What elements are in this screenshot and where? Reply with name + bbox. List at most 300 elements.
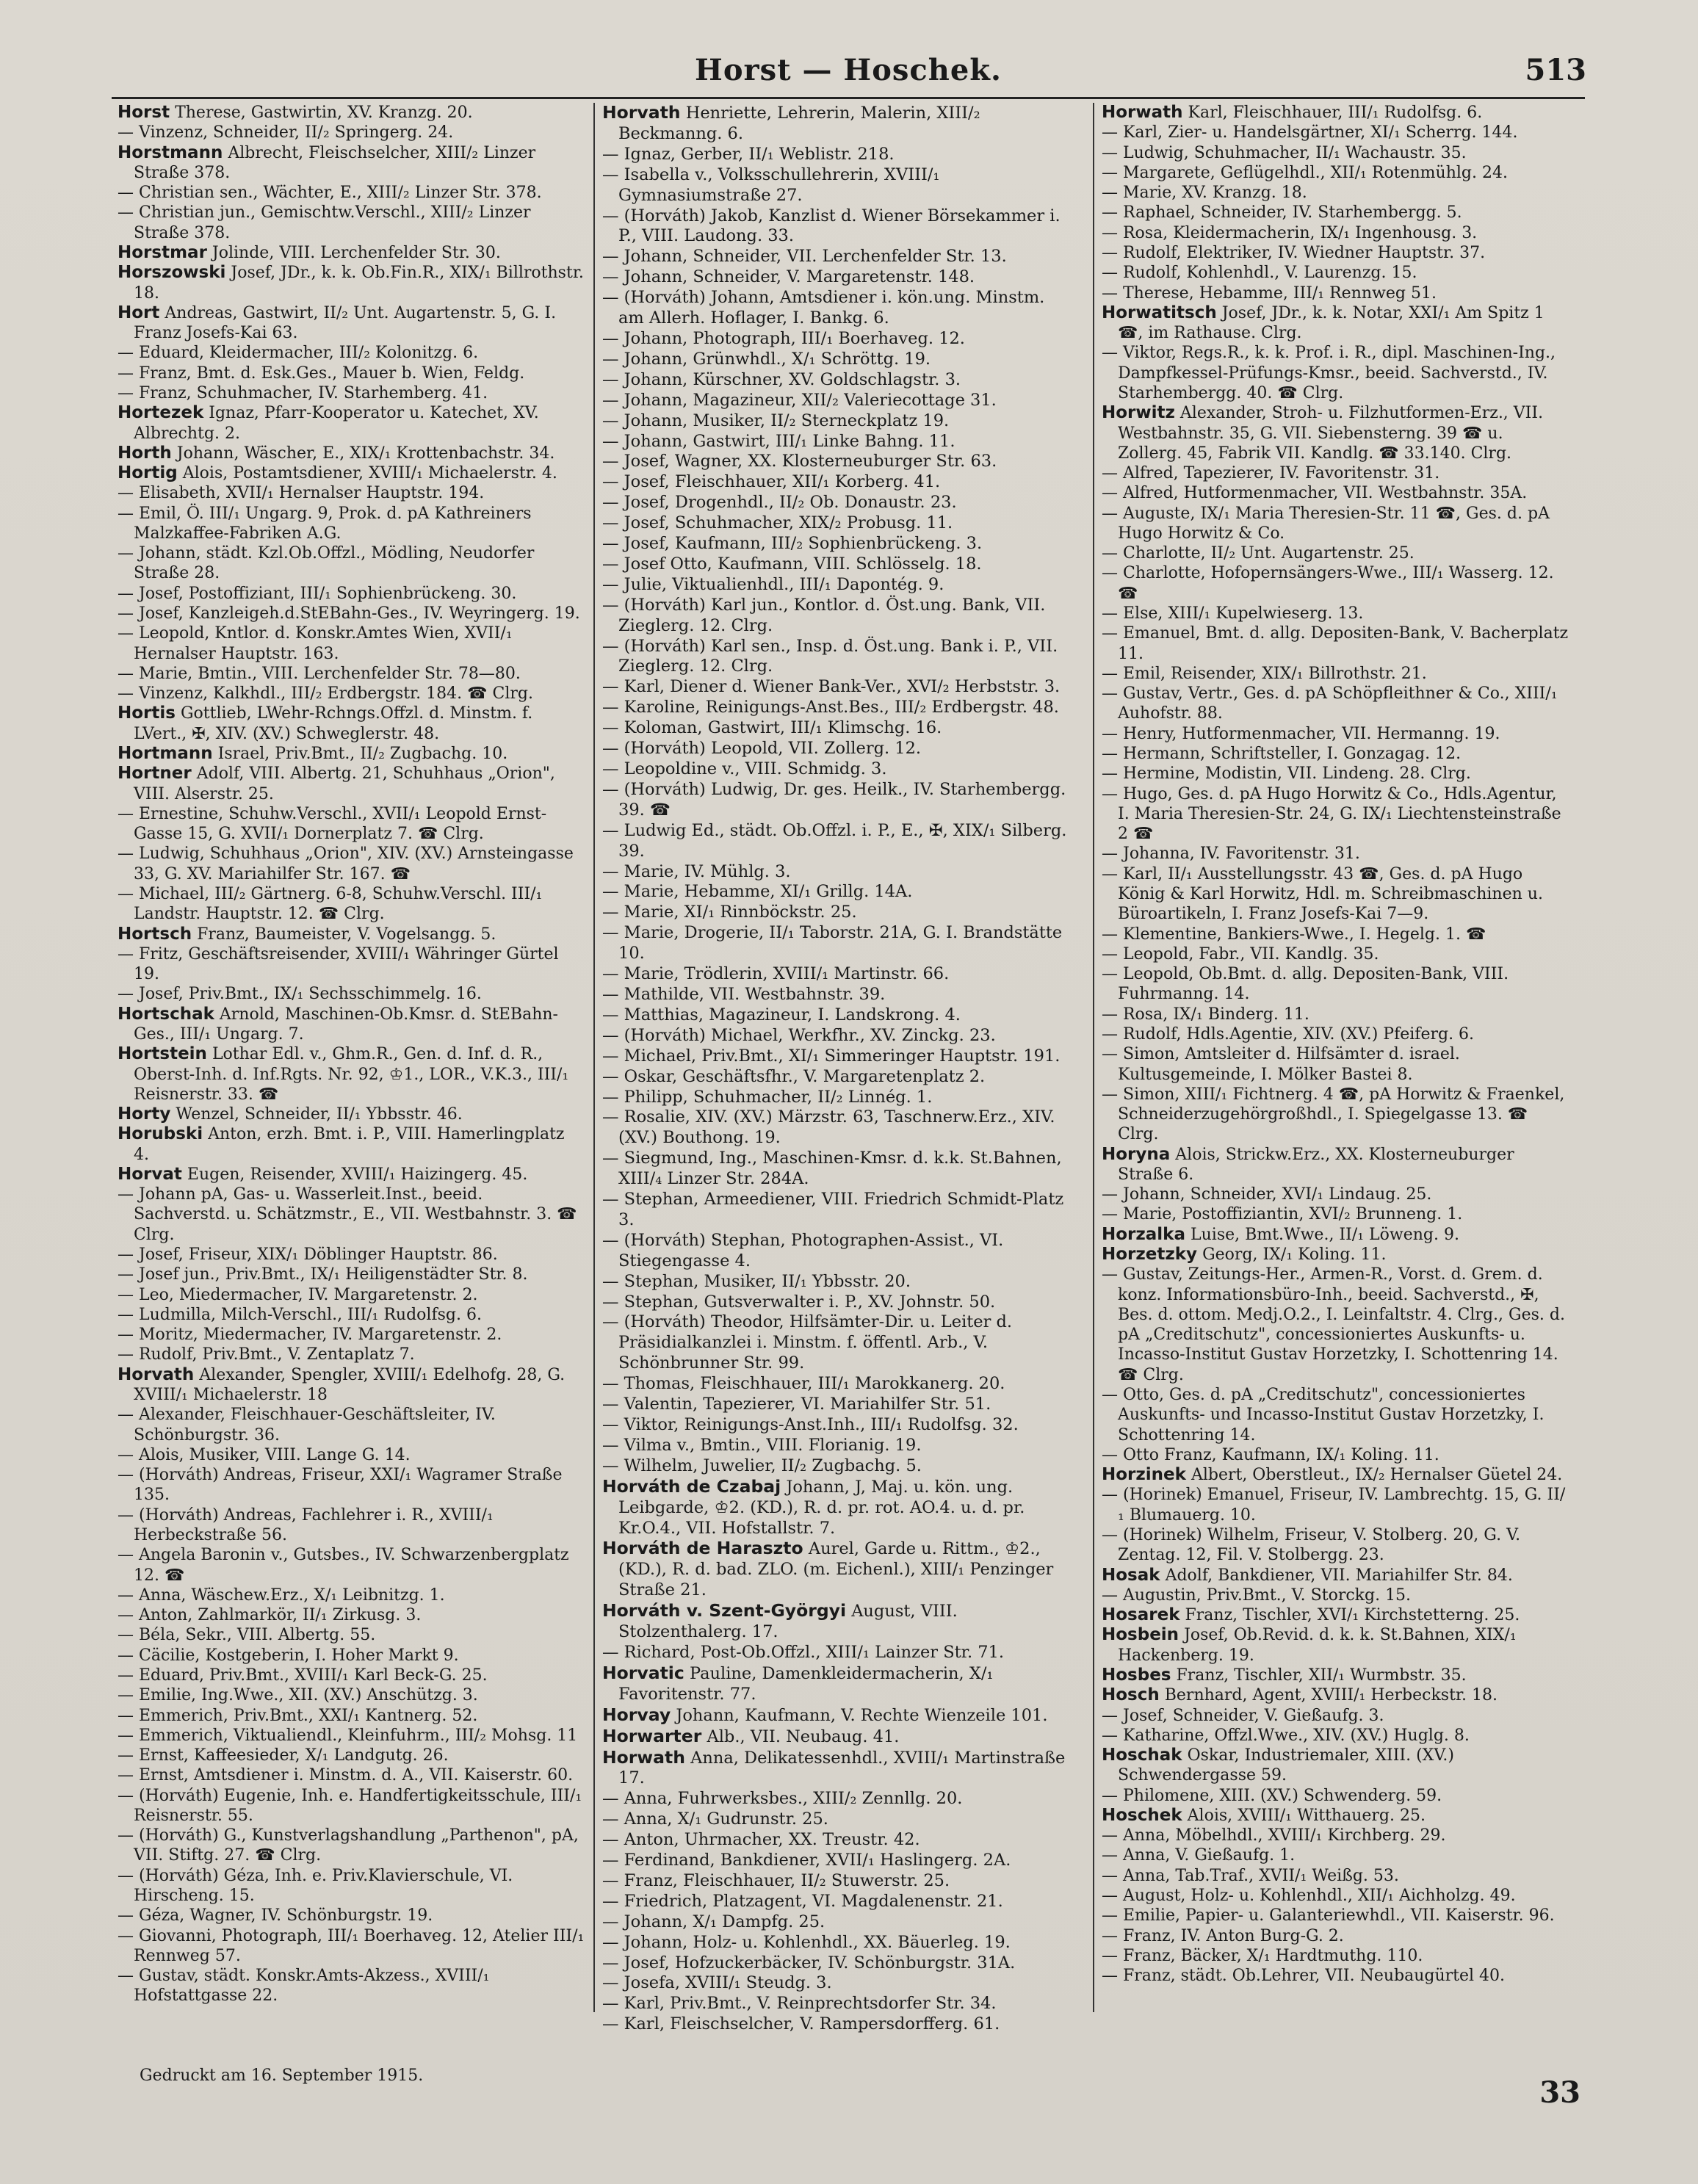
entry-text: — Vinzenz, Schneider, II/₂ Springerg. 24. — [118, 123, 454, 142]
directory-entry — [602, 923, 1069, 964]
entry-text: — (Horváth) Andreas, Friseur, XXI/₁ Wagramer Straße 135. — [118, 1466, 563, 1505]
entry-text: — Josef, Friseur, XIX/₁ Döblinger Hauptstr. 86. — [118, 1245, 498, 1265]
entry-text: Oskar, Industriemaler, XIII. (XV.) Schwendergasse 59. — [1118, 1746, 1454, 1785]
entry-surname: Horváth de Haraszto — [602, 1538, 803, 1559]
entry-text: — Karl, Priv.Bmt., V. Reinprechtsdorfer Str. 34. — [602, 1994, 997, 2014]
entry-text: — Franz, Fleischhauer, II/₂ Stuwerstr. 25. — [602, 1870, 950, 1890]
entry-text: — Moritz, Miedermacher, IV. Margaretenstr. 2. — [118, 1326, 502, 1345]
entry-text: — (Horváth) Theodor, Hilfsämter-Dir. u. Leiter d. Präsidialkanzlei i. Minstm. f. öffentl. Arb., V. Schönbrunner Str. 99. — [602, 1312, 1013, 1373]
directory-entry — [1102, 123, 1569, 142]
entry-text: Josef, JDr., k. k. Ob.Fin.R., XIX/₁ Billrothstr. 18. — [134, 264, 584, 303]
entry-text: — Franz, Bäcker, X/₁ Hardtmuthg. 110. — [1102, 1946, 1423, 1965]
entry-text: — Johann, Holz- u. Kohlenhdl., XX. Bäuerleg. 19. — [602, 1932, 1011, 1952]
entry-surname: Hort — [118, 303, 160, 322]
directory-entry — [1102, 1385, 1569, 1445]
entry-text: Wenzel, Schneider, II/₁ Ybbsstr. 46. — [176, 1105, 463, 1124]
entry-text: — Johann, Magazineur, XII/₂ Valeriecottage 31. — [602, 390, 997, 410]
directory-entry — [1102, 684, 1569, 724]
entry-text: — Friedrich, Platzagent, VI. Magdalenenstr. 21. — [602, 1891, 1003, 1911]
directory-column-1 — [118, 103, 585, 2042]
entry-surname: Horwath — [1102, 103, 1183, 122]
entry-text: Anna, Delikatessenhdl., XVIII/₁ Martinstraße 17. — [618, 1748, 1066, 1788]
entry-text: — Gustav, städt. Konskr.Amts-Akzess., XVIII/₁ Hofstattgasse 22. — [118, 1967, 490, 2006]
entry-text: — Ernestine, Schuhw.Verschl., XVII/₁ Leopold Ernst-Gasse 15, G. XVII/₁ Dornerplatz 7. ☎ Clrg. — [118, 804, 547, 844]
directory-entry — [1102, 1225, 1569, 1245]
directory-entry — [1102, 724, 1569, 744]
directory-entry — [118, 1545, 585, 1585]
entry-surname: Horwarter — [602, 1725, 702, 1746]
directory-entry — [1102, 1625, 1569, 1666]
directory-entry — [1102, 223, 1569, 243]
entry-text: — Karl, II/₁ Ausstellungsstr. 43 ☎, Ges. d. pA Hugo König & Karl Horwitz, Hdl. m. Schreibmaschinen u. Büroartikeln, I. Franz Josefs-Kai 7—9. — [1102, 864, 1543, 924]
directory-entry — [118, 143, 585, 184]
directory-entry — [118, 383, 585, 403]
entry-text: — Josef, Schneider, V. Gießaufg. 3. — [1102, 1706, 1384, 1725]
entry-text: — Johann pA, Gas- u. Wasserleit.Inst., beeid. Sachverstd. u. Schätzmstr., E., VII. Westbahnstr. 3. ☎ Clrg. — [118, 1185, 577, 1244]
directory-entry — [118, 1345, 585, 1364]
entry-text: — Rudolf, Elektriker, IV. Wiedner Hauptstr. 37. — [1102, 243, 1486, 262]
directory-entry — [1102, 1845, 1569, 1865]
directory-entry — [1102, 623, 1569, 664]
entry-surname: Horstmar — [118, 242, 207, 262]
entry-text: — Emmerich, Viktualiendl., Kleinfuhrm., III/₂ Mohsg. 11 — [118, 1726, 578, 1745]
directory-entry — [118, 764, 585, 804]
directory-entry — [602, 165, 1069, 206]
directory-entry — [118, 1445, 585, 1465]
entry-surname: Hosbes — [1102, 1665, 1171, 1685]
directory-entry — [1102, 1605, 1569, 1625]
directory-entry — [1102, 1826, 1569, 1845]
entry-text: — Karl, Diener d. Wiener Bank-Ver., XVI/₂ Herbststr. 3. — [602, 677, 1061, 697]
directory-entry — [1102, 1946, 1569, 1966]
entry-text: — (Horinek) Emanuel, Friseur, IV. Lambrechtg. 15, G. II/₁ Blumauerg. 10. — [1102, 1486, 1566, 1525]
entry-text: — Karoline, Reinigungs-Anst.Bes., III/₂ Erdbergstr. 48. — [602, 698, 1059, 717]
directory-entry — [602, 1809, 1069, 1830]
directory-entry — [1102, 964, 1569, 1005]
entry-text: — Emanuel, Bmt. d. allg. Depositen-Bank, V. Bacherplatz 11. — [1102, 624, 1569, 663]
directory-entry — [118, 1465, 585, 1505]
directory-entry — [118, 1305, 585, 1325]
entry-text: Adolf, VIII. Albertg. 21, Schuhhaus „Orion", VIII. Alserstr. 25. — [134, 764, 555, 803]
entry-text: — Ernst, Kaffeesieder, X/₁ Landgutg. 26. — [118, 1746, 449, 1765]
directory-entry — [118, 925, 585, 944]
entry-text: — Leopold, Kntlor. d. Konskr.Amtes Wien, XVII/₁ Hernalser Hauptstr. 163. — [118, 624, 513, 663]
directory-entry — [602, 1933, 1069, 1953]
entry-text: — Rudolf, Hdls.Agentie, XIV. (XV.) Pfeiferg. 6. — [1102, 1024, 1475, 1044]
directory-entry — [602, 1005, 1069, 1026]
entry-text: — Franz, IV. Anton Burg-G. 2. — [1102, 1926, 1344, 1945]
directory-entry — [602, 1312, 1069, 1374]
entry-text: — Johann, Grünwhdl., X/₁ Schröttg. 19. — [602, 349, 931, 369]
directory-entry — [118, 1746, 585, 1765]
directory-entry — [118, 1786, 585, 1826]
entry-text: — Christian jun., Gemischtw.Verschl., XIII/₂ Linzer Straße 378. — [118, 203, 531, 242]
directory-entry — [602, 1107, 1069, 1149]
directory-entry — [1102, 543, 1569, 563]
directory-entry — [602, 1726, 1069, 1748]
entry-text: — (Horváth) Eugenie, Inh. e. Handfertigkeitsschule, III/₁ Reisnerstr. 55. — [118, 1786, 582, 1825]
entry-text: Andreas, Gastwirt, II/₂ Unt. Augartenstr. 5, G. I. Franz Josefs-Kai 63. — [134, 303, 557, 343]
directory-entry — [1102, 463, 1569, 483]
entry-text: — Klementine, Bankiers-Wwe., I. Hegelg. 1. ☎ — [1102, 925, 1486, 944]
entry-surname: Horzalka — [1102, 1224, 1186, 1244]
directory-entry — [602, 472, 1069, 493]
directory-entry — [602, 1374, 1069, 1395]
entry-text: Franz, Baumeister, V. Vogelsangg. 5. — [197, 925, 496, 944]
directory-entry — [1102, 1005, 1569, 1024]
entry-text: — Leo, Miedermacher, IV. Margaretenstr. 2. — [118, 1285, 478, 1304]
directory-entry — [1102, 844, 1569, 864]
directory-entry — [602, 1912, 1069, 1933]
entry-text: — Rosa, Kleidermacherin, IX/₁ Ingenhousg. 3. — [1102, 223, 1478, 242]
directory-entry — [602, 1871, 1069, 1892]
directory-entry — [118, 1245, 585, 1265]
header-rule — [112, 97, 1585, 99]
directory-entry — [118, 1165, 585, 1185]
directory-entry — [1102, 1566, 1569, 1585]
directory-entry — [1102, 744, 1569, 764]
directory-entry — [118, 1285, 585, 1305]
entry-text: — Simon, XIII/₁ Fichtnerg. 4 ☎, pA Horwitz & Fraenkel, Schneiderzugehörgroßhdl., I. Spiegelgasse 13. ☎ Clrg. — [1102, 1085, 1565, 1144]
entry-text: — Marie, IV. Mühlg. 3. — [602, 861, 791, 881]
entry-text: — Oskar, Geschäftsfhr., V. Margaretenplatz 2. — [602, 1066, 986, 1086]
directory-entry — [118, 1625, 585, 1645]
entry-text: — Anna, V. Gießaufg. 1. — [1102, 1846, 1296, 1865]
directory-column-3 — [1102, 103, 1569, 2042]
entry-text: — (Horinek) Wilhelm, Friseur, V. Stolberg. 20, G. V. Zentag. 12, Fil. V. Stolbergg. 23. — [1102, 1525, 1521, 1565]
directory-entry — [602, 1190, 1069, 1231]
entry-text: — Otto, Ges. d. pA „Creditschutz", concessioniertes Auskunfts- und Incasso-Institut Gustav Horzetzky, I. Schottenring 14. — [1102, 1386, 1545, 1444]
directory-entry — [1102, 1726, 1569, 1746]
entry-text: — Franz, Schuhmacher, IV. Starhemberg. 41. — [118, 383, 488, 402]
entry-text: — Matthias, Magazineur, I. Landskrong. 4. — [602, 1005, 961, 1024]
directory-entry — [1102, 1204, 1569, 1224]
directory-entry — [602, 1994, 1069, 2014]
entry-text: — (Horváth) Géza, Inh. e. Priv.Klavierschule, VI. Hirscheng. 15. — [118, 1866, 513, 1906]
entry-text: — Augustin, Priv.Bmt., V. Storckg. 15. — [1102, 1585, 1412, 1605]
directory-entry — [602, 1395, 1069, 1415]
entry-text: — Josef, Priv.Bmt., IX/₁ Sechsschimmelg. 16. — [118, 985, 482, 1004]
entry-text: — Else, XIII/₁ Kupelwieserg. 13. — [1102, 604, 1364, 623]
entry-text: — Mathilde, VII. Westbahnstr. 39. — [602, 984, 886, 1004]
directory-entry — [602, 1601, 1069, 1643]
directory-entry — [602, 698, 1069, 718]
entry-text: — Ludmilla, Milch-Verschl., III/₁ Rudolfsg. 6. — [118, 1305, 482, 1324]
entry-text: — Leopold, Fabr., VII. Kandlg. 35. — [1102, 944, 1379, 963]
entry-text: Alexander, Stroh- u. Filzhutformen-Erz., VII. Westbahnstr. 35, G. VII. Siebensterng. 39 ☎ u. Zollerg. 45, Fabrik VII. Kandlg. ☎ 33.140. Clrg. — [1118, 404, 1544, 463]
directory-entry — [118, 543, 585, 584]
entry-text: — Otto Franz, Kaufmann, IX/₁ Koling. 11. — [1102, 1445, 1439, 1464]
entry-text: — (Horváth) Karl sen., Insp. d. Öst.ung. Bank i. P., VII. Zieglerg. 12. Clrg. — [602, 636, 1058, 676]
entry-text: — Johann, Gastwirt, III/₁ Linke Bahng. 11. — [602, 431, 955, 451]
entry-text: — Stephan, Gutsverwalter i. P., XV. Johnstr. 50. — [602, 1292, 996, 1312]
directory-entry — [1102, 784, 1569, 845]
directory-entry — [602, 1088, 1069, 1108]
directory-entry — [1102, 864, 1569, 925]
entry-text: — Josef, Kanzleigeh.d.StEBahn-Ges., IV. Weyringerg. 19. — [118, 604, 580, 623]
directory-entry — [118, 1966, 585, 2006]
directory-entry — [602, 145, 1069, 165]
entry-surname: Hoschak — [1102, 1746, 1182, 1765]
entry-text: — Emilie, Papier- u. Galanteriewhdl., VII. Kaiserstr. 96. — [1102, 1906, 1555, 1926]
entry-text: — Raphael, Schneider, IV. Starhembergg. 5. — [1102, 203, 1462, 223]
entry-text: Alois, Strickw.Erz., XX. Klosterneuburger Straße 6. — [1118, 1145, 1514, 1184]
print-note: Gedruckt am 16. September 1915. — [140, 2067, 424, 2085]
entry-surname: Horth — [118, 443, 172, 463]
directory-entry — [1102, 1245, 1569, 1265]
directory-entry — [1102, 944, 1569, 964]
entry-text: — Josef, Drogenhdl., II/₂ Ob. Donaustr. 23. — [602, 493, 957, 513]
directory-entry — [118, 1104, 585, 1124]
directory-entry — [1102, 1465, 1569, 1485]
directory-entry — [118, 504, 585, 544]
entry-text: — Philipp, Schuhmacher, II/₂ Linnég. 1. — [602, 1087, 933, 1107]
sheet-number: 33 — [1539, 2075, 1580, 2110]
entry-surname: Horwatitsch — [1102, 303, 1217, 322]
directory-column-2 — [602, 103, 1069, 2042]
directory-entry — [602, 1830, 1069, 1851]
entry-text: — Johanna, IV. Favoritenstr. 31. — [1102, 845, 1360, 864]
column-divider — [1093, 103, 1094, 2012]
entry-text: — Josef, Hofzuckerbäcker, IV. Schönburgstr. 31A. — [602, 1953, 1016, 1973]
entry-surname: Hosak — [1102, 1565, 1160, 1585]
entry-text: — Ernst, Amtsdiener i. Minstm. d. A., VII. Kaiserstr. 60. — [118, 1766, 574, 1785]
entry-text: — Marie, Drogerie, II/₁ Taborstr. 21A, G. I. Brandstätte 10. — [602, 923, 1063, 963]
entry-text: — Marie, Trödlerin, XVIII/₁ Martinstr. 66. — [602, 964, 950, 984]
entry-text: — Auguste, IX/₁ Maria Theresien-Str. 11 ☎, Ges. d. pA Hugo Horwitz & Co. — [1102, 504, 1550, 543]
directory-entry — [1102, 1525, 1569, 1566]
entry-text: — Gustav, Vertr., Ges. d. pA Schöpfleithner & Co., XIII/₁ Auhofstr. 88. — [1102, 684, 1558, 723]
entry-text: Franz, Tischler, XII/₁ Wurmbstr. 35. — [1176, 1666, 1467, 1685]
entry-text: — Marie, XV. Kranzg. 18. — [1102, 184, 1307, 203]
directory-entry — [602, 718, 1069, 739]
entry-text: — Béla, Sekr., VIII. Albertg. 55. — [118, 1626, 376, 1645]
entry-text: — Karl, Zier- u. Handelsgärtner, XI/₁ Scherrg. 144. — [1102, 123, 1518, 142]
entry-text: Eugen, Reisender, XVIII/₁ Haizingerg. 45. — [187, 1165, 528, 1184]
directory-entry — [1102, 1445, 1569, 1465]
directory-entry — [118, 1044, 585, 1104]
directory-entry — [602, 554, 1069, 575]
column-divider — [593, 103, 595, 2012]
entry-surname: Horvath — [118, 1364, 195, 1384]
entry-surname: Horváth de Czabaj — [602, 1475, 781, 1497]
entry-text: — Angela Baronin v., Gutsbes., IV. Schwarzenbergplatz 12. ☎ — [118, 1546, 569, 1585]
entry-text: — Cäcilie, Kostgeberin, I. Hoher Markt 9. — [118, 1646, 459, 1665]
directory-entry — [118, 1666, 585, 1685]
entry-text: — Josef, Wagner, XX. Klosterneuburger Str. 63. — [602, 452, 997, 471]
entry-text: Lothar Edl. v., Ghm.R., Gen. d. Inf. d. R., Oberst-Inh. d. Inf.Rgts. Nr. 92, ♔1., LOR., V.K.3., III/₁ Reisnerstr. 33. ☎ — [134, 1045, 569, 1104]
entry-text: Johann, J, Maj. u. kön. ung. Leibgarde, ♔2. (KD.), R. d. pr. rot. AO.4. u. d. pr. Kr.O.4., VII. Hofstallstr. 7. — [618, 1477, 1025, 1538]
entry-surname: Horvay — [602, 1704, 671, 1725]
entry-text: — Charlotte, II/₂ Unt. Augartenstr. 25. — [1102, 544, 1415, 563]
entry-text: Johann, Wäscher, E., XIX/₁ Krottenbachstr. 34. — [176, 444, 555, 463]
directory-entry — [118, 1005, 585, 1045]
entry-text: — Henry, Hutformenmacher, VII. Hermanng. 19. — [1102, 724, 1500, 743]
entry-text: — Josef, Kaufmann, III/₂ Sophienbrückeng. 3. — [602, 534, 983, 554]
entry-text: — Michael, Priv.Bmt., XI/₁ Simmeringer Hauptstr. 191. — [602, 1046, 1061, 1066]
entry-text: — Hugo, Ges. d. pA Hugo Horwitz & Co., Hdls.Agentur, I. Maria Theresien-Str. 24, G. IX/₁ Liechtensteinstraße 2 ☎ — [1102, 784, 1561, 844]
entry-text: — (Horváth) G., Kunstverlagshandlung „Parthenon", pA, VII. Stiftg. 27. ☎ Clrg. — [118, 1826, 579, 1865]
entry-surname: Horwitz — [1102, 403, 1175, 423]
entry-text: — (Horváth) Stephan, Photographen-Assist., VI. Stiegengasse 4. — [602, 1230, 1004, 1270]
directory-entry — [602, 2014, 1069, 2035]
entry-surname: Hosch — [1102, 1685, 1160, 1705]
directory-entry — [602, 739, 1069, 759]
entry-surname: Hortig — [118, 463, 178, 483]
directory-entry — [1102, 563, 1569, 604]
directory-entry — [118, 1826, 585, 1866]
directory-entry — [1102, 1806, 1569, 1826]
entry-text: — Richard, Post-Ob.Offzl., XIII/₁ Lainzer Str. 71. — [602, 1642, 1005, 1662]
directory-entry — [602, 452, 1069, 472]
entry-text: Georg, IX/₁ Koling. 11. — [1202, 1245, 1387, 1265]
entry-text: — (Horváth) Leopold, VII. Zollerg. 12. — [602, 739, 922, 759]
directory-entry — [1102, 163, 1569, 183]
entry-text: — Johann, städt. Kzl.Ob.Offzl., Mödling, Neudorfer Straße 28. — [118, 544, 535, 583]
directory-entry — [118, 1265, 585, 1284]
entry-surname: Horvat — [118, 1164, 182, 1184]
entry-text: — Margarete, Geflügelhdl., XII/₁ Rotenmühlg. 24. — [1102, 163, 1508, 182]
entry-text: — Anton, Uhrmacher, XX. Treustr. 42. — [602, 1830, 920, 1850]
entry-text: — Johann, Schneider, VII. Lerchenfelder Str. 13. — [602, 247, 1007, 267]
entry-text: Alexander, Spengler, XVIII/₁ Edelhofg. 28, G. XVIII/₁ Michaelerstr. 18 — [134, 1365, 566, 1404]
directory-entry — [602, 596, 1069, 637]
directory-entry — [602, 1477, 1069, 1539]
directory-entry — [1102, 343, 1569, 403]
entry-text: — Anna, Möbelhdl., XVIII/₁ Kirchberg. 29. — [1102, 1826, 1446, 1845]
entry-text: — Eduard, Priv.Bmt., XVIII/₁ Karl Beck-G. 25. — [118, 1666, 488, 1685]
directory-entry — [118, 463, 585, 483]
directory-entry — [1102, 1906, 1569, 1926]
directory-entry — [602, 1851, 1069, 1871]
entry-text: — Elisabeth, XVII/₁ Hernalser Hauptstr. 194. — [118, 484, 485, 503]
entry-text: Jolinde, VIII. Lerchenfelder Str. 30. — [212, 243, 501, 262]
directory-entry — [118, 263, 585, 303]
entry-surname: Horty — [118, 1104, 171, 1124]
directory-entry — [118, 123, 585, 142]
entry-text: — Leopold, Ob.Bmt. d. allg. Depositen-Bank, VIII. Fuhrmanng. 14. — [1102, 965, 1509, 1004]
entry-text: — Anna, X/₁ Gudrunstr. 25. — [602, 1809, 828, 1829]
entry-text: — Josefa, XVIII/₁ Steudg. 3. — [602, 1973, 832, 1993]
directory-entry — [118, 1365, 585, 1406]
directory-entry — [1102, 303, 1569, 344]
entry-text: — Johann, Musiker, II/₂ Sterneckplatz 19. — [602, 411, 950, 430]
directory-entry — [118, 1646, 585, 1666]
directory-entry — [602, 1643, 1069, 1663]
entry-text: — Anna, Wäschew.Erz., X/₁ Leibnitzg. 1. — [118, 1585, 445, 1605]
entry-text: — Rudolf, Priv.Bmt., V. Zentaplatz 7. — [118, 1345, 415, 1364]
directory-entry — [1102, 1746, 1569, 1786]
entry-text: — Viktor, Regs.R., k. k. Prof. i. R., dipl. Maschinen-Ing., Dampfkessel-Prüfungs-Kmsr., beeid. Sachverstd., IV. Starhembergg. 40. ☎ Clrg. — [1102, 344, 1556, 402]
page-number: 513 — [1525, 53, 1586, 87]
entry-text: — Gustav, Zeitungs-Her., Armen-R., Vorst. d. Grem. d. konz. Informationsbüro-Inh., beeid. Sachverstd., ✠, Bes. d. ottom. Medj.O.2., I. Leinfaltstr. 4. Clrg., Ges. d. pA „Creditschutz", concessioniertes Auskunfts- u. Incasso-Institut Gustav Horzetzky, I. Schottenring 14. ☎ Clrg. — [1102, 1265, 1565, 1384]
entry-text: — Valentin, Tapezierer, VI. Mariahilfer Str. 51. — [602, 1395, 991, 1414]
entry-surname: Horyna — [1102, 1144, 1171, 1164]
directory-entry — [1102, 504, 1569, 544]
directory-entry — [602, 759, 1069, 780]
directory-entry — [1102, 1685, 1569, 1705]
directory-entry — [602, 1456, 1069, 1477]
entry-text: — Julie, Viktualienhdl., III/₁ Dapontég. 9. — [602, 574, 944, 594]
directory-entry — [602, 1538, 1069, 1601]
page-title: Horst — Hoschek. — [695, 53, 1002, 87]
entry-text: — Katharine, Offzl.Wwe., XIV. (XV.) Huglg. 8. — [1102, 1726, 1470, 1745]
directory-entry — [602, 964, 1069, 985]
directory-entry — [118, 483, 585, 503]
entry-text: — Emil, Ö. III/₁ Ungarg. 9, Prok. d. pA Kathreiners Malzkaffee-Fabriken A.G. — [118, 504, 532, 543]
entry-surname: Horvath — [602, 103, 681, 123]
entry-text: Gottlieb, LWehr-Rchngs.Offzl. d. Minstm. f. LVert., ✠, XIV. (XV.) Schweglerstr. 48. — [134, 704, 533, 743]
entry-surname: Horwath — [602, 1746, 685, 1768]
directory-entry — [118, 1706, 585, 1726]
directory-entry — [1102, 143, 1569, 163]
directory-entry — [602, 1067, 1069, 1088]
entry-text: — Marie, XI/₁ Rinnböckstr. 25. — [602, 903, 857, 922]
directory-entry — [118, 623, 585, 664]
directory-entry — [1102, 183, 1569, 203]
entry-text: Johann, Kaufmann, V. Rechte Wienzeile 101. — [676, 1705, 1048, 1725]
entry-text: Pauline, Damenkleidermacherin, X/₁ Favoritenstr. 77. — [618, 1663, 994, 1704]
entry-text: — Therese, Hebamme, III/₁ Rennweg 51. — [1102, 283, 1437, 303]
directory-entry — [118, 1866, 585, 1906]
directory-entry — [118, 944, 585, 985]
directory-entry — [602, 350, 1069, 370]
directory-entry — [602, 1415, 1069, 1436]
directory-entry — [602, 206, 1069, 247]
entry-text: — Josef, Postoffiziant, III/₁ Sophienbrückeng. 30. — [118, 584, 517, 603]
directory-entry — [602, 1892, 1069, 1912]
entry-text: — Franz, Bmt. d. Esk.Ges., Mauer b. Wien, Feldg. — [118, 364, 525, 383]
directory-entry — [118, 1605, 585, 1625]
entry-text: — Ludwig Ed., städt. Ob.Offzl. i. P., E., ✠, XIX/₁ Silberg. 39. — [602, 820, 1067, 861]
entry-surname: Horstmann — [118, 142, 223, 162]
entry-text: — Rosalie, XIV. (XV.) Märzstr. 63, Taschnerw.Erz., XIV. (XV.) Bouthong. 19. — [602, 1107, 1055, 1148]
entry-surname: Horubski — [118, 1124, 203, 1144]
directory-entry — [118, 303, 585, 344]
entry-text: — Josef jun., Priv.Bmt., IX/₁ Heiligenstädter Str. 8. — [118, 1265, 528, 1284]
entry-text: — Josef, Schuhmacher, XIX/₂ Probusg. 11. — [602, 513, 953, 533]
directory-entry — [602, 1973, 1069, 1994]
entry-text: — Anton, Zahlmarkör, II/₁ Zirkusg. 3. — [118, 1606, 422, 1625]
entry-text: — Alfred, Hutformenmacher, VII. Westbahnstr. 35A. — [1102, 484, 1528, 503]
entry-text: — Leopoldine v., VIII. Schmidg. 3. — [602, 759, 887, 778]
directory-entry — [602, 903, 1069, 923]
entry-text: — Marie, Hebamme, XI/₁ Grillg. 14A. — [602, 882, 913, 902]
entry-text: — Stephan, Musiker, II/₁ Ybbsstr. 20. — [602, 1271, 911, 1291]
entry-text: — Karl, Fleischselcher, V. Rampersdorfferg. 61. — [602, 2014, 1000, 2034]
directory-entry — [118, 1325, 585, 1345]
entry-text: Arnold, Maschinen-Ob.Kmsr. d. StEBahn-Ges., III/₁ Ungarg. 7. — [134, 1005, 558, 1044]
directory-entry — [1102, 1866, 1569, 1886]
directory-entry — [118, 584, 585, 604]
entry-text: — Johann, Schneider, V. Margaretenstr. 148. — [602, 267, 975, 287]
directory-entry — [602, 985, 1069, 1005]
directory-entry — [118, 364, 585, 383]
directory-entry — [118, 1685, 585, 1705]
directory-entry — [1102, 1265, 1569, 1385]
directory-entry — [118, 704, 585, 744]
directory-entry — [1102, 1185, 1569, 1204]
directory-entry — [602, 370, 1069, 391]
entry-text: — Ludwig, Schuhhaus „Orion", XIV. (XV.) Arnsteingasse 33, G. XV. Mariahilfer Str. 167. ☎ — [118, 845, 574, 883]
entry-text: — (Horváth) Andreas, Fachlehrer i. R., XVIII/₁ Herbeckstraße 56. — [118, 1505, 494, 1544]
directory-entry — [1102, 664, 1569, 684]
entry-text: Alb., VII. Neubaug. 41. — [707, 1726, 900, 1746]
entry-text: — Marie, Bmtin., VIII. Lerchenfelder Str. 78—80. — [118, 664, 521, 683]
directory-entry — [1102, 1786, 1569, 1806]
entry-text: — August, Holz- u. Kohlenhdl., XII/₁ Aichholzg. 49. — [1102, 1887, 1516, 1906]
entry-surname: Hortstein — [118, 1044, 207, 1064]
